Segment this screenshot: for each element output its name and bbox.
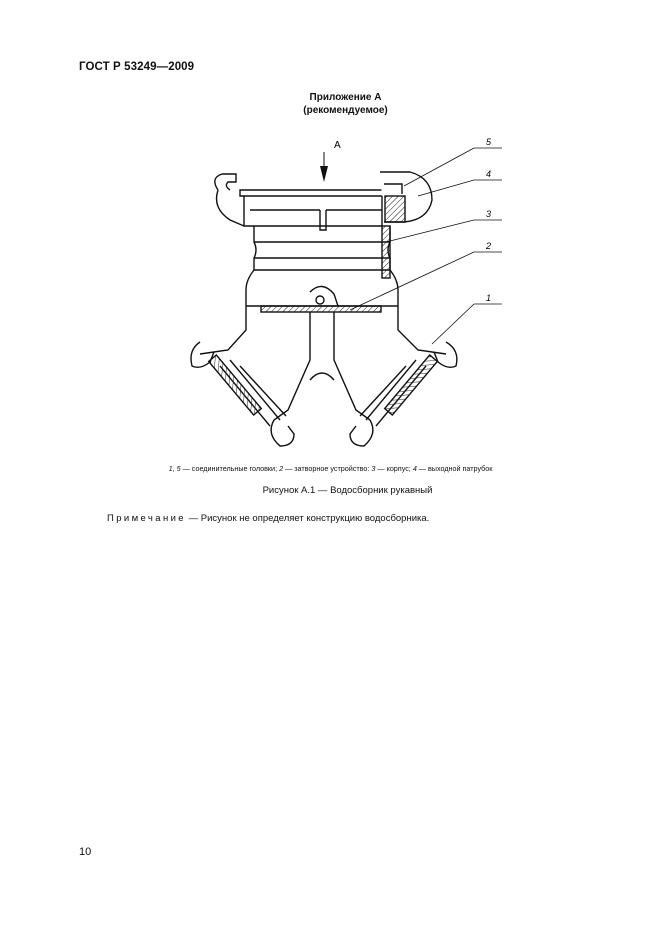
note-text: — Рисунок не определяет конструкцию водосборника. (186, 513, 430, 524)
note-label: Примечание (107, 513, 186, 524)
note (107, 513, 429, 524)
top-coupling-head (215, 172, 432, 230)
callout-5: 5 (486, 137, 492, 147)
page-number: 10 (79, 846, 92, 858)
callout-1: 1 (486, 293, 492, 303)
body-housing (246, 226, 398, 312)
callout-4: 4 (486, 169, 492, 179)
annex-title: Приложение А (309, 92, 382, 103)
annex-subtitle: (рекомендуемое) (303, 105, 388, 116)
left-branch (191, 306, 310, 446)
figure-title: Рисунок А.1 — Водосборник рукавный (262, 485, 433, 496)
figure-legend: 1, 5 — соединительные головки; 2 — затворное устройство: 3 — корпус; 4 — выходной патрубок (168, 464, 493, 473)
callout-2: 2 (486, 241, 492, 251)
document-id: ГОСТ Р 53249—2009 (79, 61, 195, 73)
right-branch (310, 306, 457, 446)
water-collector-drawing (170, 130, 530, 460)
callout-3: 3 (486, 209, 492, 219)
view-label: А (334, 140, 341, 151)
callout-leaders (350, 148, 502, 344)
annex-heading (0, 91, 661, 117)
